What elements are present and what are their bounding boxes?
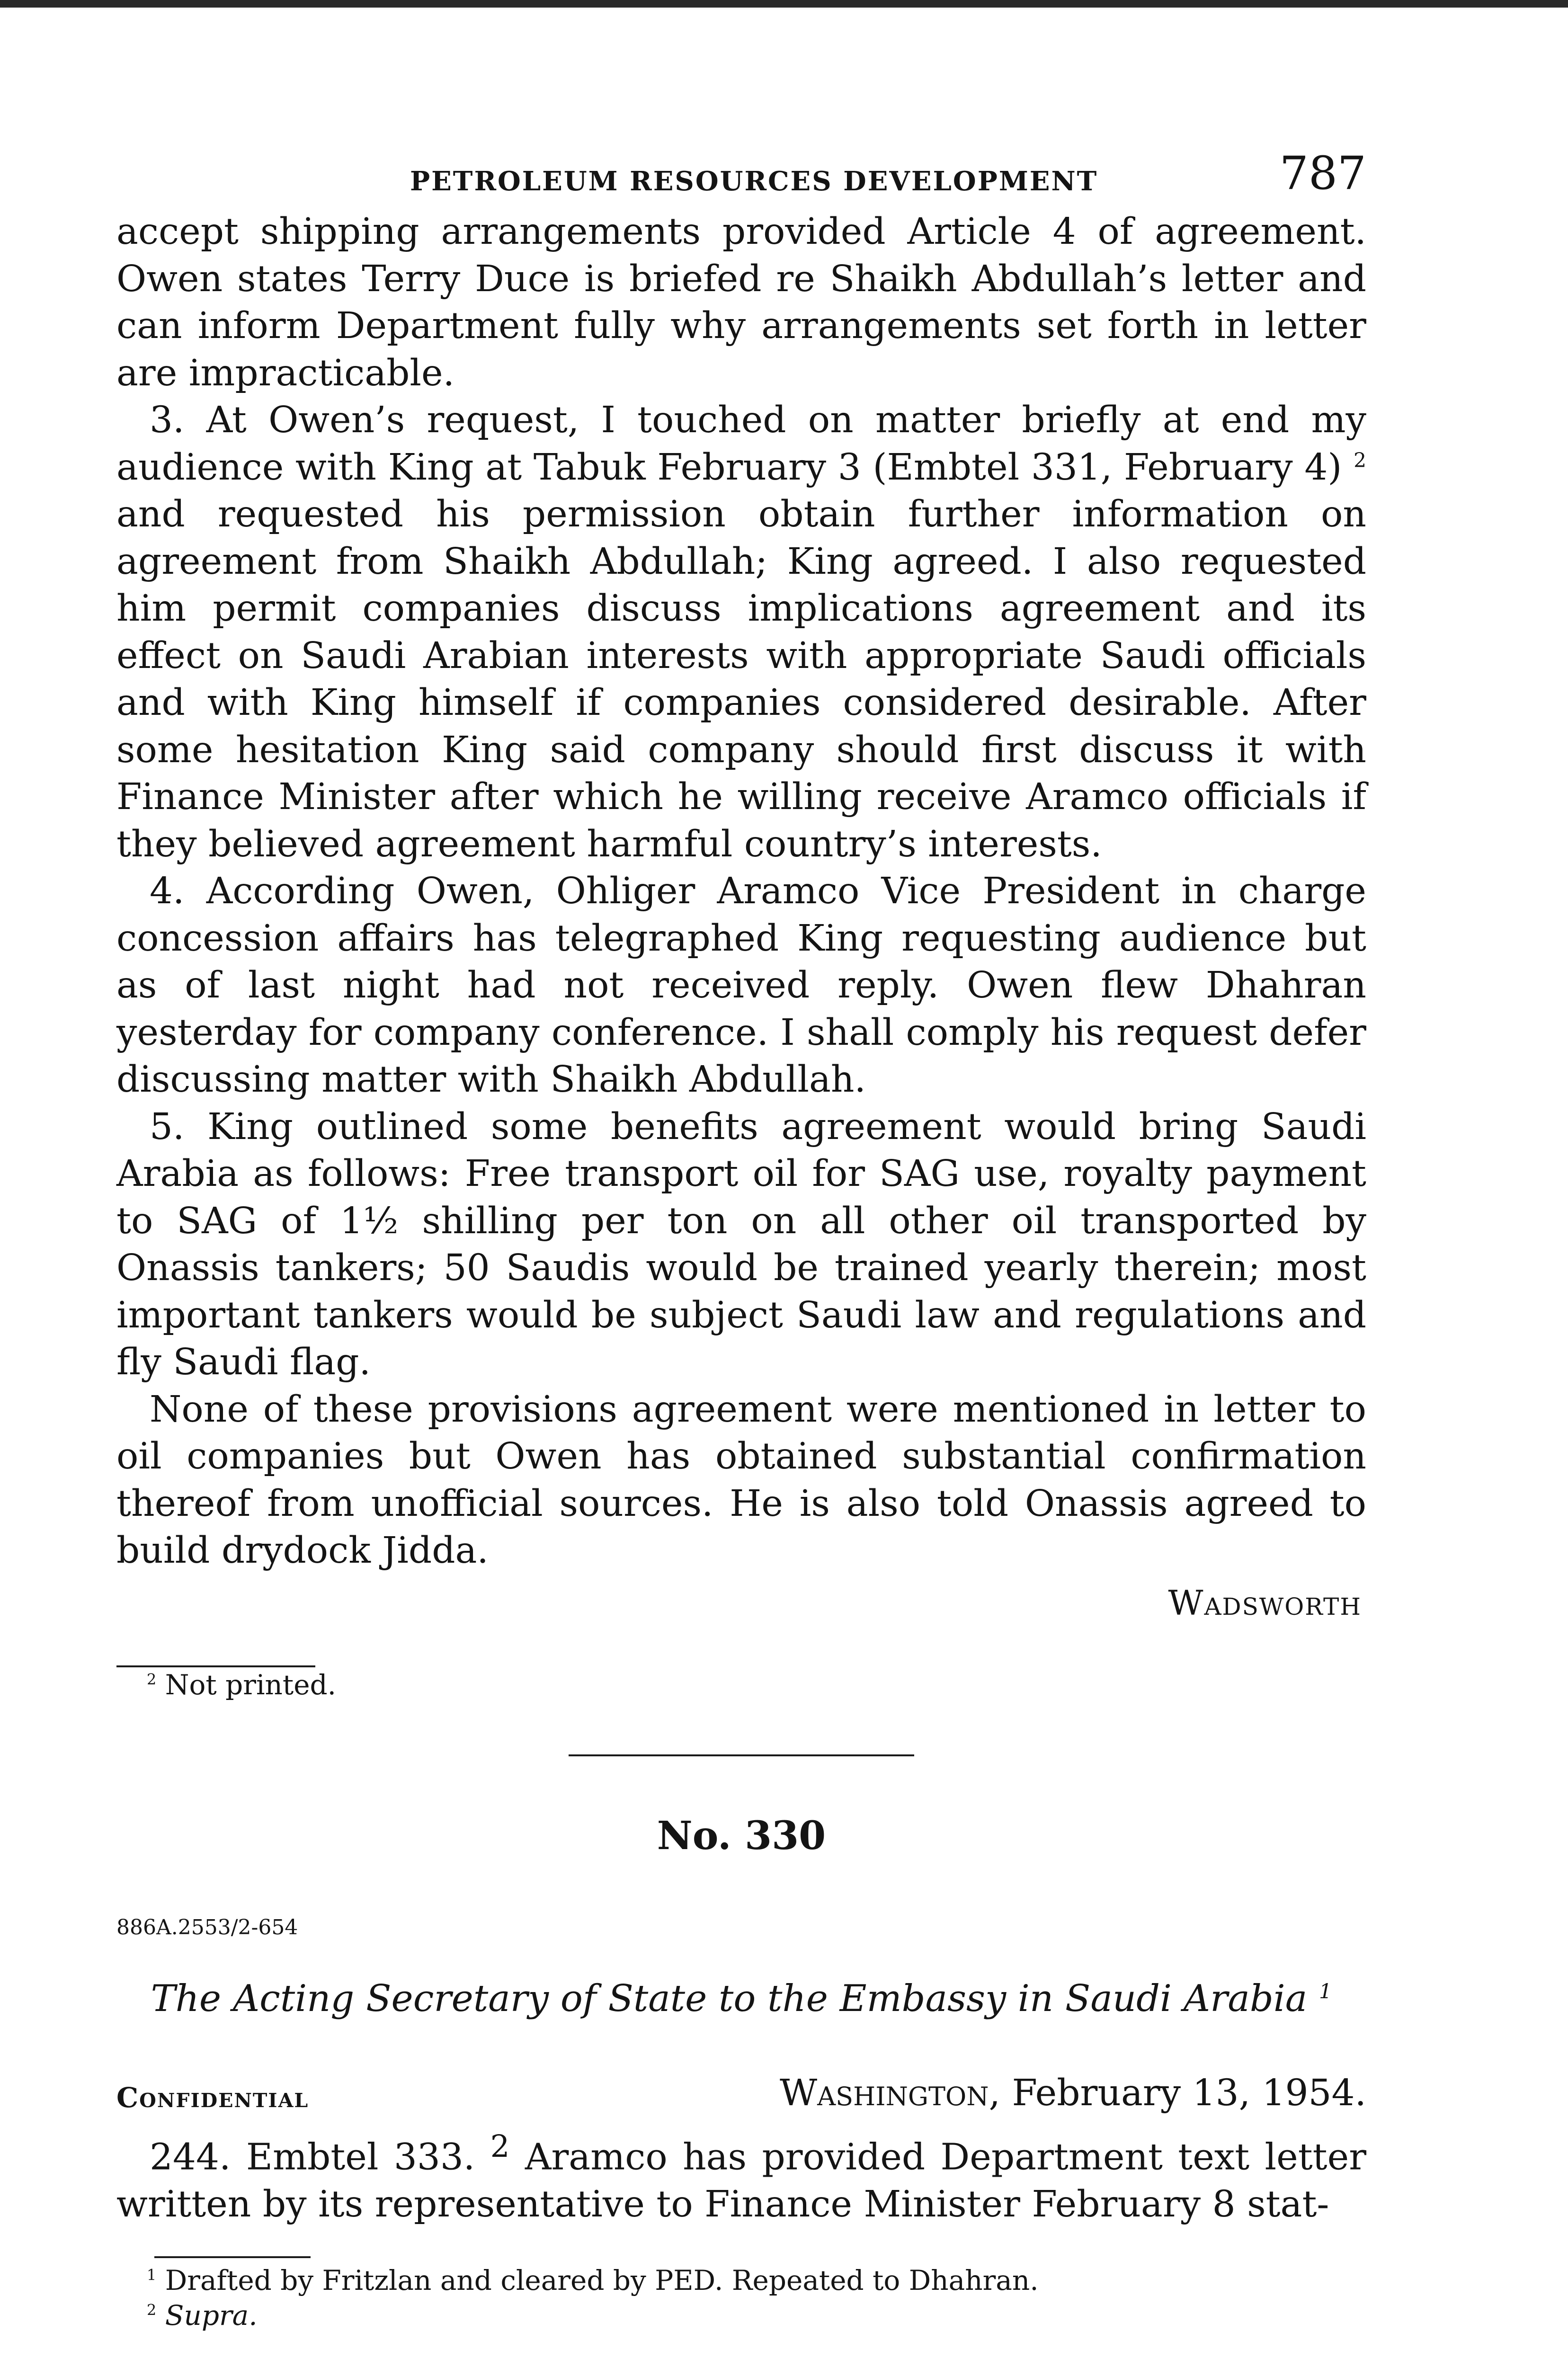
footnote-marker: 2 — [1354, 448, 1367, 472]
footnote-text: Not printed. — [165, 1668, 337, 1701]
classification: Confidential — [116, 2081, 309, 2114]
dateline — [116, 2072, 1366, 2119]
paragraph: None of these provisions agreement were mentioned in letter to oil companies but Owen has obtained substantial confirmation thereof from unofficial sources. He is also told Onassis agreed to build drydock Jidda. — [116, 1388, 1366, 1572]
paragraph-text: 3. At Owen’s request, I touched on matter briefly at end my audience with King at Tabuk February 3 (Embtel 331, February 4) — [116, 399, 1366, 489]
footnote-rule — [154, 2256, 311, 2258]
section-divider — [569, 1754, 914, 1756]
continuation-body — [116, 208, 1366, 1575]
footnote — [147, 1667, 1366, 1702]
place: Washington — [780, 2072, 989, 2114]
file-reference: 886A.2553/2-654 — [116, 1915, 298, 1940]
paragraph — [116, 397, 1366, 868]
footnote — [147, 2263, 1366, 2298]
footnote — [147, 2298, 1366, 2333]
paragraph: accept shipping arrangements provided Article 4 of agreement. Owen states Terry Duce is briefed re Shaikh Abdullah’s letter and can inform Department fully why arrangements set forth in letter are impracticable. — [116, 211, 1366, 394]
page — [116, 142, 1366, 2333]
running-head-title: PETROLEUM RESOURCES DEVELOPMENT — [410, 166, 1098, 197]
page-number: 787 — [1279, 147, 1366, 200]
footnote-text: Supra. — [165, 2299, 258, 2332]
signature: Wadsworth — [1168, 1583, 1362, 1623]
paragraph: 4. According Owen, Ohliger Aramco Vice President in charge concession affairs has telegraphed King requesting audience but as of last night had not received reply. Owen flew Dhahran yesterday for company conference. I shall comply his request defer discussing matter with Shaikh Abdullah. — [116, 870, 1366, 1101]
paragraph — [116, 2123, 1366, 2228]
document-body — [116, 2123, 1366, 2228]
footnote-marker: 2 — [490, 2128, 510, 2164]
document-title-text: The Acting Secretary of State to the Embassy in Saudi Arabia — [151, 1977, 1308, 2020]
paragraph-text: Aramco has provided Department text letter written by its representative to Finance Minister February 8 stat- — [116, 2136, 1366, 2225]
paragraph-text: and requested his permission obtain further information on agreement from Shaikh Abdullah; King agreed. I also requested him permit companies discuss implications agreement and its effect on Saudi Arabian interests with appropriate Saudi officials and with King himself if companies considered desirable. After some hesitation King said company should first discuss it with Finance Minister after which he willing receive Aramco officials if they believed agreement harmful country’s interests. — [116, 493, 1366, 865]
document-title — [116, 1977, 1366, 2020]
footnote-marker: 2 — [147, 2301, 157, 2319]
footnote-marker: 1 — [147, 2266, 157, 2284]
footnote-marker: 2 — [147, 1670, 157, 1689]
footnotes — [116, 2263, 1366, 2333]
top-edge-rule — [0, 0, 1568, 8]
footnote-text: Drafted by Fritzlan and cleared by PED. Repeated to Dhahran. — [165, 2264, 1039, 2297]
place-date — [780, 2072, 1366, 2114]
running-head — [116, 142, 1366, 208]
paragraph-text: 244. Embtel 333. — [150, 2136, 475, 2179]
date: , February 13, 1954. — [989, 2072, 1366, 2114]
paragraph: 5. King outlined some benefits agreement would bring Saudi Arabia as follows: Free transport oil for SAG use, royalty payment to SAG of 1½ shilling per ton on all other oil transported by Onassis tankers; 50 Saudis would be trained yearly therein; most important tankers would be subject Saudi law and regulations and fly Saudi flag. — [116, 1105, 1366, 1383]
footnote-marker: 1 — [1319, 1979, 1332, 2003]
document-number: No. 330 — [657, 1813, 826, 1859]
